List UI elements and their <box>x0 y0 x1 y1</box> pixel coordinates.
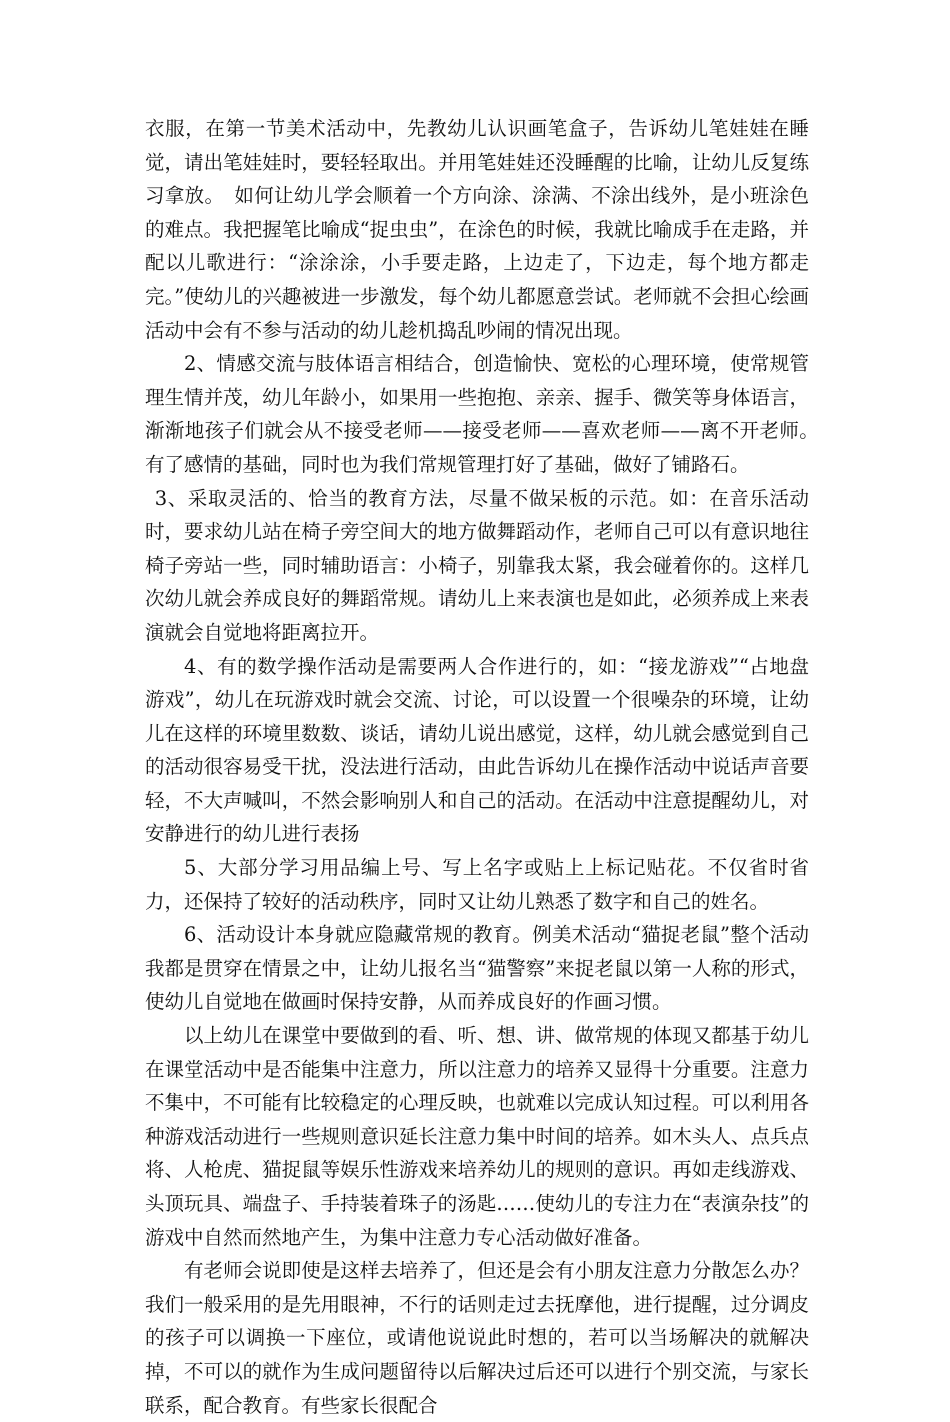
paragraph-continuation: 衣服，在第一节美术活动中，先教幼儿认识画笔盒子，告诉幼儿笔娃娃在睡觉，请出笔娃娃时，要轻轻取出。并用笔娃娃还没睡醒的比喻，让幼儿反复练习拿放。 如何让幼儿学会顺着一个方向涂、涂满、不涂出线外，是小班涂色的难点。我把握笔比喻成“捉虫虫”，在涂色的时候，我就比喻成手在走路，并配以儿歌进行：“涂涂涂，小手要走路，上边走了，下边走，每个地方都走完。”使幼儿的兴趣被进一步激发，每个幼儿都愿意尝试。老师就不会担心绘画活动中会有不参与活动的幼儿趁机捣乱吵闹的情况出现。 <box>145 117 809 342</box>
paragraph-point-2: 2、情感交流与肢体语言相结合，创造愉快、宽松的心理环境，使常规管理生情并茂，幼儿年龄小，如果用一些抱抱、亲亲、握手、微笑等身体语言，渐渐地孩子们就会从不接受老师——接受老师——喜欢老师——离不开老师。 有了感情的基础，同时也为我们常规管理打好了基础，做好了铺路石。 <box>145 352 829 476</box>
paragraph-point-5: 5、大部分学习用品编上号、写上名字或贴上上标记贴花。不仅省时省力，还保持了较好的活动秩序，同时又让幼儿熟悉了数字和自己的姓名。 <box>145 856 809 913</box>
paragraph-distraction-handling: 有老师会说即使是这样去培养了，但还是会有小朋友注意力分散怎么办？我们一般采用的是先用眼神，不行的话则走过去抚摩他，进行提醒，过分调皮的孩子可以调换一下座位，或请他说说此时想的，若可以当场解决的就解决掉，不可以的就作为生成问题留待以后解决过后还可以进行个别交流，与家长联系，配合教育。有些家长很配合 <box>145 1259 809 1417</box>
paragraph-point-6: 6、活动设计本身就应隐藏常规的教育。例美术活动“猫捉老鼠”整个活动我都是贯穿在情景之中，让幼儿报名当“猫警察”来捉老鼠以第一人称的形式，使幼儿自觉地在做画时保持安静，从而养成良好的作画习惯。 <box>145 923 809 1014</box>
paragraph-point-4: 4、有的数学操作活动是需要两人合作进行的，如：“接龙游戏”“占地盘游戏”，幼儿在玩游戏时就会交流、讨论，可以设置一个很噪杂的环境，让幼儿在这样的环境里数数、谈话，请幼儿说出感觉，这样，幼儿就会感觉到自己的活动很容易受干扰，没法进行活动，由此告诉幼儿在操作活动中说话声音要轻，不大声喊叫，不然会影响别人和自己的活动。在活动中注意提醒幼儿，对安静进行的幼儿进行表扬 <box>145 654 809 846</box>
document-body <box>145 112 829 1422</box>
paragraph-point-3: 3、采取灵活的、恰当的教育方法，尽量不做呆板的示范。如：在音乐活动时，要求幼儿站在椅子旁空间大的地方做舞蹈动作，老师自己可以有意识地往椅子旁站一些，同时辅助语言：小椅子，别靠我太紧，我会碰着你的。这样几次幼儿就会养成良好的舞蹈常规。请幼儿上来表演也是如此，必须养成上来表演就会自觉地将距离拉开。 <box>145 486 809 644</box>
paragraph-attention-training: 以上幼儿在课堂中要做到的看、听、想、讲、做常规的体现又都基于幼儿在课堂活动中是否能集中注意力，所以注意力的培养又显得十分重要。注意力不集中，不可能有比较稳定的心理反映，也就难以完成认知过程。可以利用各种游戏活动进行一些规则意识延长注意力集中时间的培养。如木头人、点兵点将、人枪虎、猫捉鼠等娱乐性游戏来培养幼儿的规则的意识。再如走线游戏、头顶玩具、端盘子、手持装着珠子的汤匙……使幼儿的专注力在“表演杂技”的游戏中自然而然地产生，为集中注意力专心活动做好准备。 <box>145 1024 809 1249</box>
